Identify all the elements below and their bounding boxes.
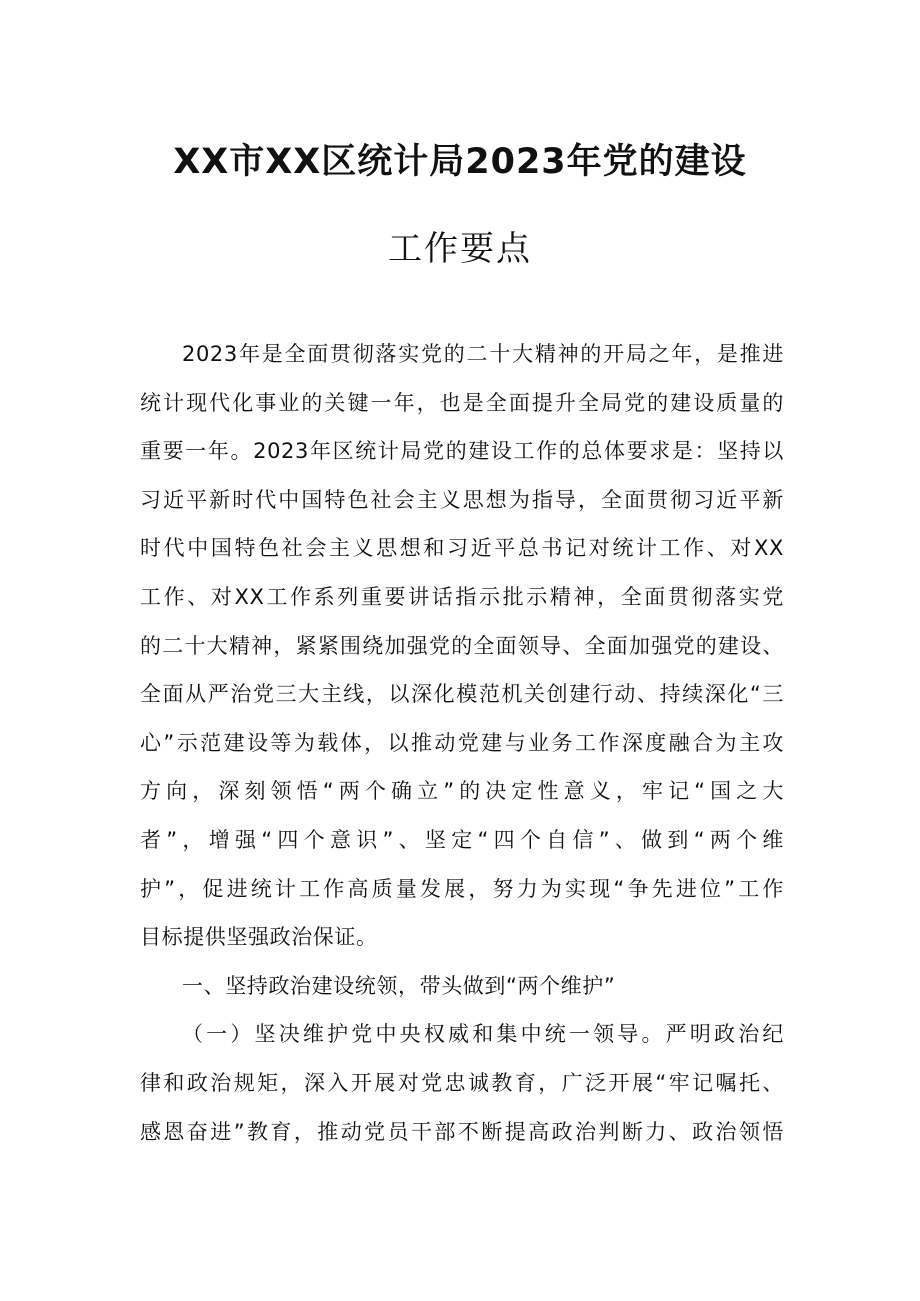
text-line: 工作、对XX工作系列重要讲话指示批示精神，全面贯彻落实党 bbox=[140, 584, 784, 609]
text-line: 目标提供坚强政治保证。 bbox=[140, 925, 378, 950]
text-line: 的二十大精神，紧紧围绕加强党的全面领导、全面加强党的建设、 bbox=[140, 633, 784, 658]
text-line: 者”，增强“四个意识”、坚定“四个自信”、做到“两个维 bbox=[140, 827, 784, 852]
document-title-line-1: XX市XX区统计局2023年党的建设 bbox=[173, 142, 747, 182]
text-line: 时代中国特色社会主义思想和习近平总书记对统计工作、对XX bbox=[140, 536, 784, 561]
text-line: 统计现代化事业的关键一年，也是全面提升全局党的建设质量的 bbox=[140, 390, 784, 415]
text-line: 方向，深刻领悟“两个确立”的决定性意义，牢记“国之大 bbox=[140, 779, 784, 804]
section-heading bbox=[140, 962, 784, 1011]
section-heading-text: 一、坚持政治建设统领，带头做到“两个维护” bbox=[182, 973, 616, 998]
text-line: 重要一年。2023年区统计局党的建设工作的总体要求是：坚持以 bbox=[140, 439, 784, 464]
intro-paragraph bbox=[140, 330, 784, 962]
text-line: （一）坚决维护党中央权威和集中统一领导。严明政治纪 bbox=[182, 1022, 784, 1047]
text-line: 全面从严治党三大主线，以深化模范机关创建行动、持续深化“三 bbox=[140, 682, 784, 707]
text-line: 心”示范建设等为载体，以推动党建与业务工作深度融合为主攻 bbox=[140, 730, 784, 755]
text-line: 习近平新时代中国特色社会主义思想为指导，全面贯彻习近平新 bbox=[140, 487, 784, 512]
text-line: 2023年是全面贯彻落实党的二十大精神的开局之年，是推进 bbox=[182, 342, 784, 366]
text-line: 感恩奋进”教育，推动党员干部不断提高政治判断力、政治领悟 bbox=[140, 1119, 784, 1144]
text-line: 律和政治规矩，深入开展对党忠诚教育，广泛开展“牢记嘱托、 bbox=[140, 1070, 784, 1095]
document-title-line-2: 工作要点 bbox=[388, 229, 532, 269]
document-body bbox=[140, 330, 784, 1156]
section-item-paragraph bbox=[140, 1010, 784, 1156]
text-line: 护”，促进统计工作高质量发展，努力为实现“争先进位”工作 bbox=[140, 876, 784, 901]
